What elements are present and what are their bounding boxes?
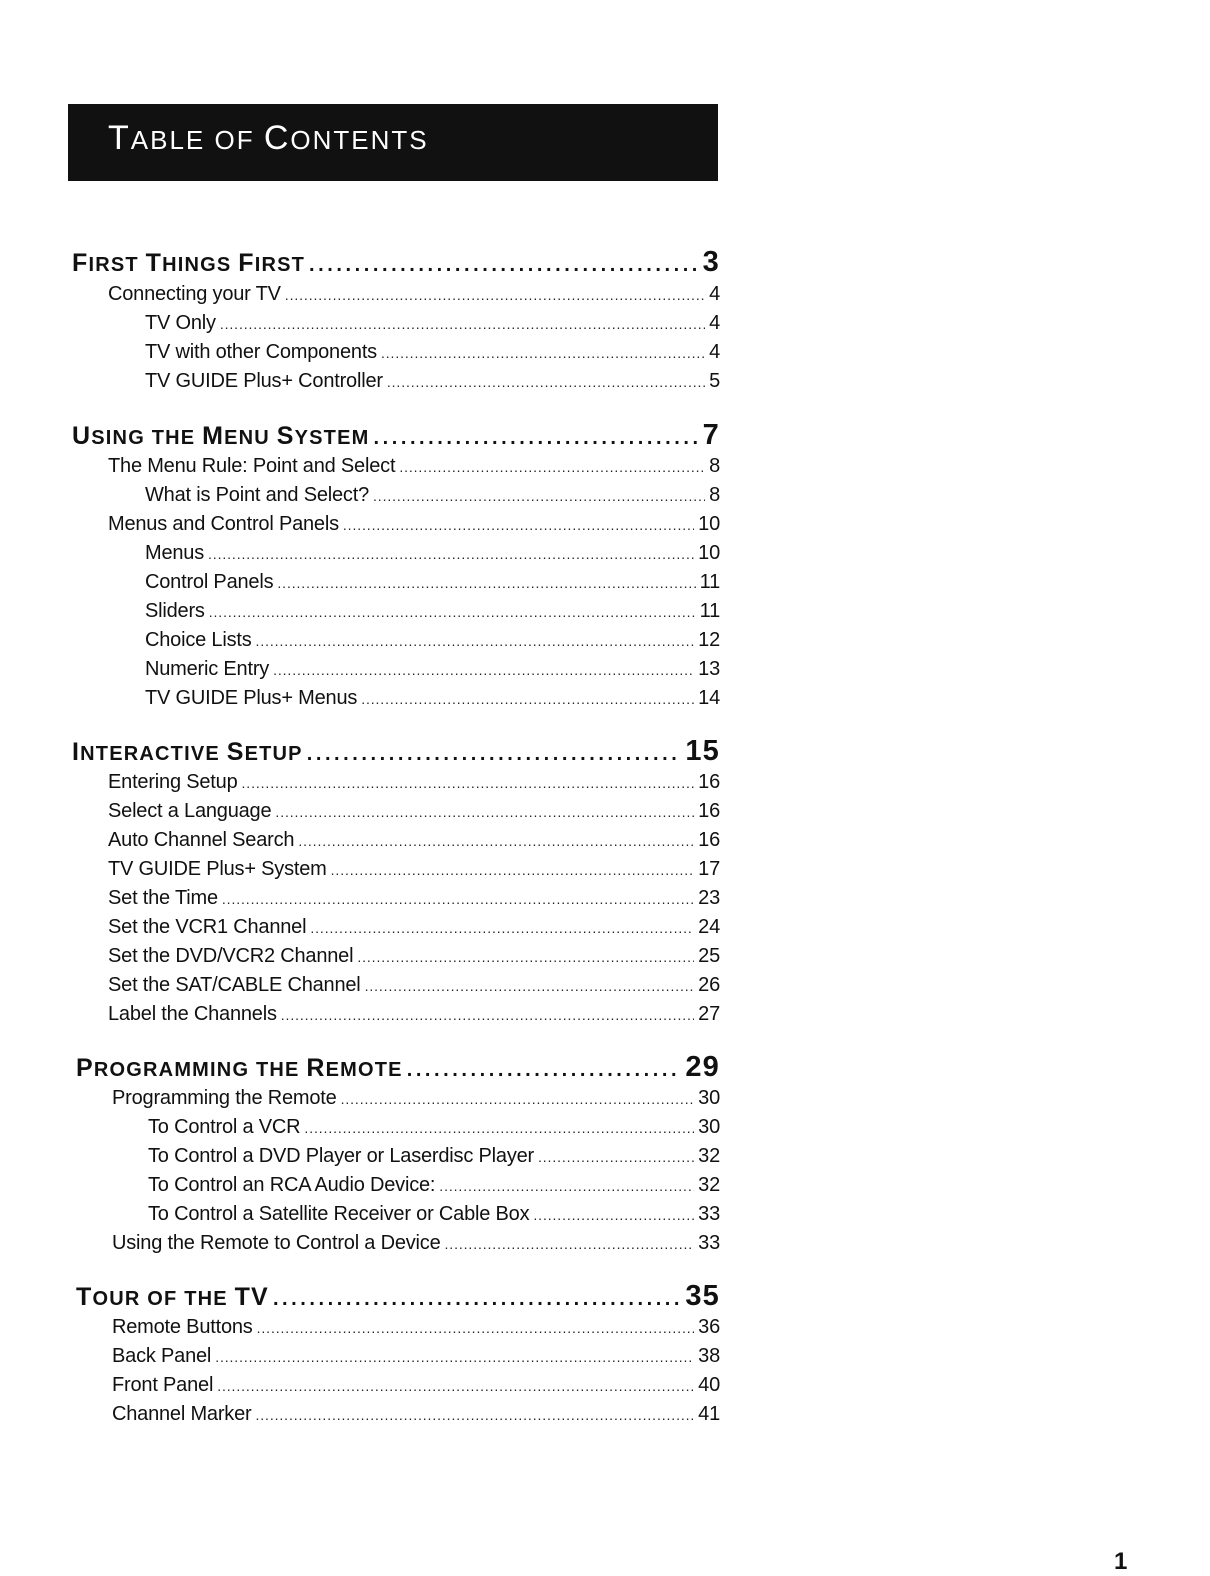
toc-entry[interactable] [108, 829, 720, 856]
dot-leader [209, 604, 696, 620]
section-page-number: 3 [702, 246, 720, 278]
toc-entry[interactable] [112, 1374, 720, 1401]
entry-label: Set the VCR1 Channel [108, 916, 307, 938]
entry-page-number: 26 [698, 974, 720, 996]
entry-label: Remote Buttons [112, 1316, 253, 1338]
entry-page-number: 25 [698, 945, 720, 967]
entry-page-number: 38 [698, 1345, 720, 1367]
entry-page-number: 17 [698, 858, 720, 880]
toc-entry[interactable] [148, 1145, 720, 1172]
entry-page-number: 36 [698, 1316, 720, 1338]
section-title: USING THE MENU SYSTEM [72, 422, 370, 450]
toc-entry[interactable] [145, 629, 720, 656]
entry-page-number: 27 [698, 1003, 720, 1025]
section-title: TOUR OF THE TV [76, 1283, 269, 1311]
entry-page-number: 32 [698, 1145, 720, 1167]
section-page-number: 7 [702, 419, 720, 451]
toc-entry[interactable] [145, 542, 720, 569]
toc-entry[interactable] [108, 945, 720, 972]
entry-label: Set the DVD/VCR2 Channel [108, 945, 354, 967]
entry-page-number: 16 [698, 800, 720, 822]
entry-page-number: 41 [698, 1403, 720, 1425]
dot-leader [357, 949, 694, 965]
toc-entry[interactable] [108, 513, 720, 540]
dot-leader [304, 1120, 694, 1136]
toc-entry[interactable] [108, 858, 720, 885]
entry-page-number: 33 [698, 1203, 720, 1225]
entry-label: Programming the Remote [112, 1087, 337, 1109]
dot-leader [365, 978, 695, 994]
entry-page-number: 5 [709, 370, 720, 392]
toc-entry[interactable] [108, 1003, 720, 1030]
dot-leader [387, 374, 705, 390]
entry-label: TV Only [145, 312, 216, 334]
entry-page-number: 14 [698, 687, 720, 709]
entry-page-number: 11 [699, 571, 720, 593]
toc-section-heading[interactable] [76, 1051, 720, 1085]
toc-section-heading[interactable] [72, 735, 720, 769]
entry-label: Control Panels [145, 571, 274, 593]
dot-leader [273, 1288, 681, 1311]
dot-leader [217, 1378, 694, 1394]
toc-entry[interactable] [145, 341, 720, 368]
entry-page-number: 4 [709, 283, 720, 305]
entry-label: TV GUIDE Plus+ Controller [145, 370, 383, 392]
toc-entry[interactable] [145, 571, 720, 598]
dot-leader [275, 804, 694, 820]
toc-entry[interactable] [145, 484, 720, 511]
toc-section-heading[interactable] [76, 1280, 720, 1314]
entry-page-number: 40 [698, 1374, 720, 1396]
entry-page-number: 12 [698, 629, 720, 651]
toc-entry[interactable] [112, 1087, 720, 1114]
toc-entry[interactable] [108, 887, 720, 914]
entry-page-number: 16 [698, 771, 720, 793]
entry-label: Back Panel [112, 1345, 212, 1367]
entry-page-number: 30 [698, 1087, 720, 1109]
dot-leader [256, 1407, 695, 1423]
entry-page-number: 33 [698, 1232, 720, 1254]
entry-label: Using the Remote to Control a Device [112, 1232, 441, 1254]
entry-label: To Control a Satellite Receiver or Cable Box [148, 1203, 530, 1225]
entry-page-number: 10 [698, 542, 720, 564]
dot-leader [533, 1207, 694, 1223]
toc-entry[interactable] [112, 1232, 720, 1259]
dot-leader [281, 1007, 694, 1023]
dot-leader [298, 833, 694, 849]
dot-leader [256, 633, 695, 649]
toc-entry[interactable] [145, 600, 720, 627]
dot-leader [242, 775, 695, 791]
dot-leader [215, 1349, 694, 1365]
toc-entry[interactable] [145, 687, 720, 714]
entry-page-number: 10 [698, 513, 720, 535]
entry-label: Choice Lists [145, 629, 252, 651]
entry-label: TV GUIDE Plus+ Menus [145, 687, 358, 709]
entry-label: TV GUIDE Plus+ System [108, 858, 327, 880]
entry-label: Label the Channels [108, 1003, 277, 1025]
dot-leader [273, 662, 694, 678]
toc-entry[interactable] [108, 283, 720, 310]
dot-leader [361, 691, 694, 707]
entry-page-number: 24 [698, 916, 720, 938]
dot-leader [307, 743, 682, 766]
toc-entry[interactable] [108, 771, 720, 798]
dot-leader [310, 920, 694, 936]
dot-leader [373, 427, 698, 450]
dot-leader [331, 862, 695, 878]
section-page-number: 29 [685, 1051, 720, 1083]
dot-leader [341, 1091, 695, 1107]
toc-section-heading[interactable] [72, 246, 720, 280]
entry-label: To Control an RCA Audio Device: [148, 1174, 436, 1196]
dot-leader [439, 1178, 694, 1194]
entry-label: Menus and Control Panels [108, 513, 339, 535]
dot-leader [445, 1236, 695, 1252]
dot-leader [343, 517, 694, 533]
section-title: FIRST THINGS FIRST [72, 249, 306, 277]
entry-page-number: 23 [698, 887, 720, 909]
toc-entry[interactable] [148, 1174, 720, 1201]
toc-section-heading[interactable] [72, 419, 720, 453]
entry-label: To Control a VCR [148, 1116, 301, 1138]
toc-entry[interactable] [148, 1203, 720, 1230]
section-title: PROGRAMMING THE REMOTE [76, 1054, 403, 1082]
entry-page-number: 30 [698, 1116, 720, 1138]
entry-label: To Control a DVD Player or Laserdisc Player [148, 1145, 534, 1167]
toc-entry[interactable] [112, 1403, 720, 1430]
entry-label: Sliders [145, 600, 205, 622]
dot-leader [399, 459, 705, 475]
entry-page-number: 8 [709, 484, 720, 506]
toc-entry[interactable] [145, 370, 720, 397]
dot-leader [277, 575, 695, 591]
entry-label: Set the SAT/CABLE Channel [108, 974, 361, 996]
dot-leader [222, 891, 694, 907]
toc-entry[interactable] [108, 800, 720, 827]
entry-label: TV with other Components [145, 341, 377, 363]
section-page-number: 15 [685, 735, 720, 767]
entry-page-number: 16 [698, 829, 720, 851]
entry-page-number: 13 [698, 658, 720, 680]
entry-page-number: 4 [709, 312, 720, 334]
dot-leader [309, 254, 699, 277]
entry-label: Entering Setup [108, 771, 238, 793]
dot-leader [373, 488, 705, 504]
dot-leader [381, 345, 705, 361]
entry-page-number: 8 [709, 455, 720, 477]
dot-leader [538, 1149, 694, 1165]
entry-label: Connecting your TV [108, 283, 281, 305]
dot-leader [208, 546, 694, 562]
page-number: 1 [1114, 1548, 1128, 1575]
entry-label: Numeric Entry [145, 658, 270, 680]
toc-entry[interactable] [145, 658, 720, 685]
toc-entry[interactable] [112, 1316, 720, 1343]
toc-entry[interactable] [112, 1345, 720, 1372]
entry-label: Channel Marker [112, 1403, 252, 1425]
section-title: INTERACTIVE SETUP [72, 738, 303, 766]
toc-entry[interactable] [145, 312, 720, 339]
toc-entry[interactable] [108, 916, 720, 943]
entry-page-number: 11 [699, 600, 720, 622]
toc-entry[interactable] [108, 455, 720, 482]
entry-label: Auto Channel Search [108, 829, 295, 851]
toc-entry[interactable] [108, 974, 720, 1001]
entry-label: What is Point and Select? [145, 484, 370, 506]
entry-label: Set the Time [108, 887, 218, 909]
entry-page-number: 32 [698, 1174, 720, 1196]
entry-label: Front Panel [112, 1374, 214, 1396]
dot-leader [220, 316, 705, 332]
entry-label: Menus [145, 542, 205, 564]
entry-label: Select a Language [108, 800, 272, 822]
dot-leader [257, 1320, 695, 1336]
dot-leader [285, 287, 705, 303]
entry-page-number: 4 [709, 341, 720, 363]
dot-leader [407, 1059, 682, 1082]
toc-entry[interactable] [148, 1116, 720, 1143]
entry-label: The Menu Rule: Point and Select [108, 455, 396, 477]
section-page-number: 35 [685, 1280, 720, 1312]
page-title: TABLE OF CONTENTS [108, 119, 429, 157]
